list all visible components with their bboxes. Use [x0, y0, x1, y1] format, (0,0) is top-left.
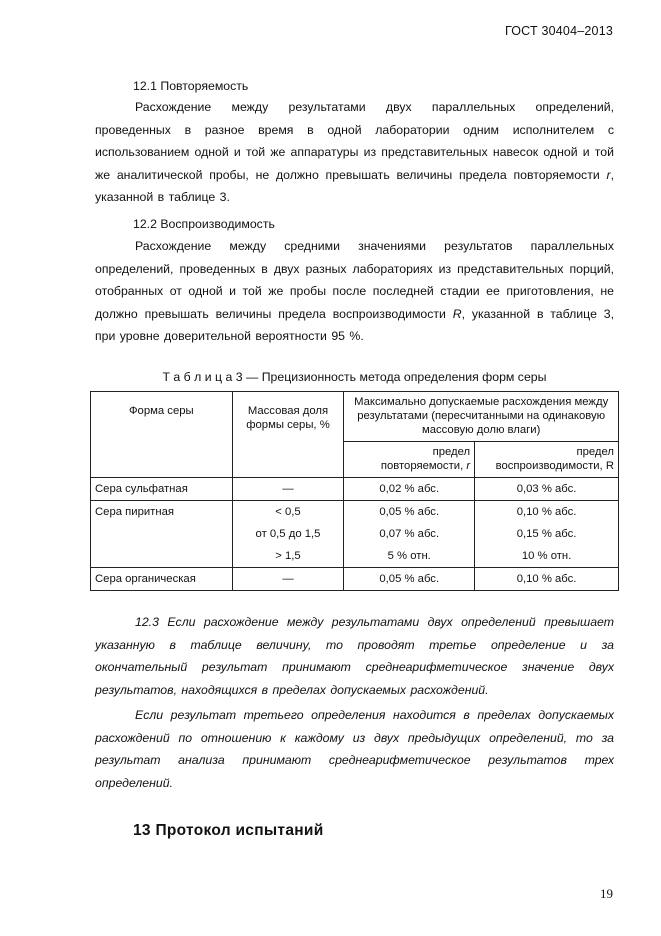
repeatability-value: 0,05 % абс. [379, 506, 440, 518]
row-fraction: — [232, 568, 344, 591]
section-13-heading: 13 Протокол испытаний [133, 822, 324, 839]
reproducibility-value: 0,15 % абс. [516, 528, 577, 540]
section-12-3-paragraph-1: 12.3 Если расхождение между результатами двух определений превышает указанную в таблице величину, то проводят третье определение и за окончательный результат принимают среднеарифметическое значение двух результатов, находящихся в пределах допускаемых расхождений. [95, 615, 614, 697]
table-row [91, 568, 619, 591]
row-fraction [232, 501, 344, 568]
row-form: Сера пиритная [91, 501, 233, 568]
row-reproducibility [475, 501, 619, 568]
section-12-2-heading: 12.2 Воспроизводимость [133, 217, 275, 231]
reproducibility-value: 0,10 % абс. [516, 506, 577, 518]
section-12-1-paragraph: Расхождение между результатами двух параллельных определений, проведенных в разное время в одной лаборатории одним исполнителем с использованием одной и той же аппаратуры из представительных навесок одной и той же аналитической пробы, не должно превышать величины предела повторяемости r, указанной в таблице 3. [95, 100, 614, 205]
page-number: 19 [600, 886, 613, 901]
section-12-1-heading: 12.1 Повторяемость [133, 79, 249, 93]
row-form: Сера органическая [91, 568, 233, 591]
reproducibility-value: 10 % отн. [521, 550, 572, 562]
table-row [91, 478, 619, 501]
precision-table [90, 391, 619, 591]
header-form: Форма серы [91, 392, 233, 478]
row-reproducibility: 0,10 % абс. [475, 568, 619, 591]
fraction-value: от 0,5 до 1,5 [255, 528, 321, 540]
row-reproducibility: 0,03 % абс. [475, 478, 619, 501]
repeatability-value: 5 % отн. [387, 550, 431, 562]
header-repeatability: предел повторяемости, r [344, 442, 475, 478]
header-reproducibility: предел воспроизводимости, R [475, 442, 619, 478]
row-form: Сера сульфатная [91, 478, 233, 501]
row-repeatability [344, 501, 475, 568]
repeatability-value: 0,07 % абс. [379, 528, 440, 540]
table-caption: Т а б л и ц а 3 — Прецизионность метода определения форм серы [162, 370, 547, 384]
fraction-value: < 0,5 [275, 506, 301, 518]
row-repeatability: 0,02 % абс. [344, 478, 475, 501]
table-row [91, 501, 619, 568]
fraction-value: > 1,5 [275, 550, 301, 562]
document-header: ГОСТ 30404–2013 [504, 24, 613, 38]
repeatability-symbol: r [466, 460, 471, 472]
row-repeatability: 0,05 % абс. [344, 568, 475, 591]
section-12-3-paragraph-2: Если результат третьего определения находится в пределах допускаемых расхождений по отношению к каждому из двух предыдущих определений, то за результат анализа принимают среднеарифметическое результатов трех определений. [95, 708, 614, 790]
section-12-2-paragraph: Расхождение между средними значениями результатов параллельных определений, проведенных в двух разных лабораториях из представительных порций, отобранных от одной и той же пробы после последней стадии ее приготовления, не должно превышать величины предела воспроизводимости R, указанной в таблице 3, при уровне доверительной вероятности 95 %. [95, 239, 614, 344]
header-max-discrepancy: Максимально допускаемые расхождения между результатами (пересчитанными на одинаковую массовую долю влаги) [344, 392, 619, 442]
header-fraction: Массовая доля формы серы, % [232, 392, 344, 478]
row-fraction: — [232, 478, 344, 501]
